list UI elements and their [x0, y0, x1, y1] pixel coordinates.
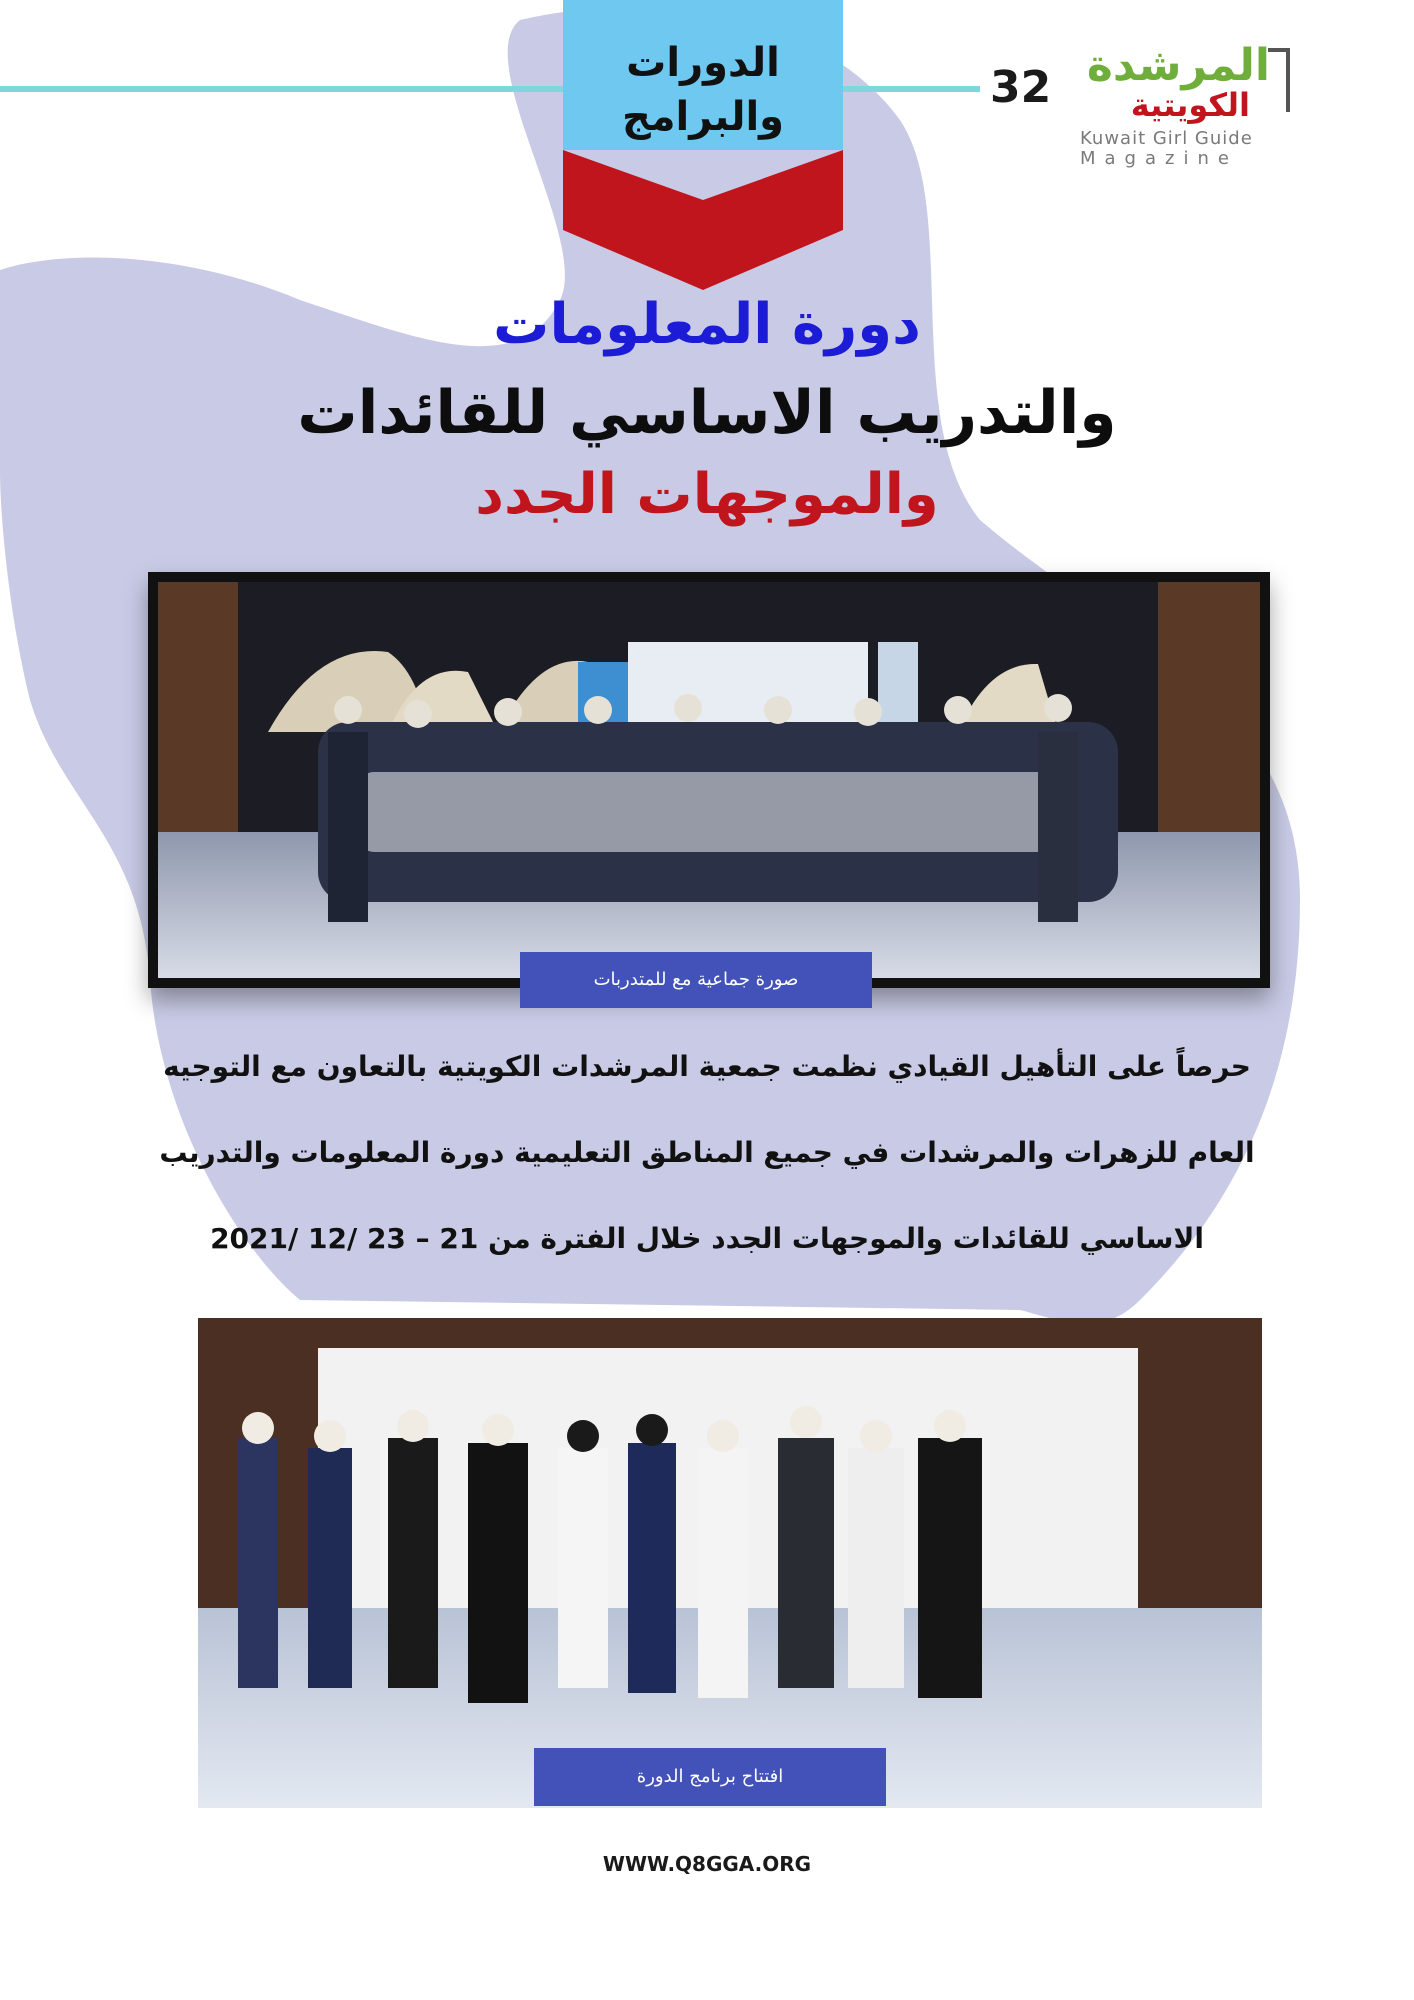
- logo-mark-icon: [1268, 48, 1290, 112]
- article-title-line-3: والموجهات الجدد: [475, 462, 939, 527]
- logo-english-line-1: Kuwait Girl Guide: [1080, 128, 1253, 149]
- page-number: 32: [990, 62, 1052, 113]
- opening-photo-caption: افتتاح برنامج الدورة: [534, 1748, 886, 1806]
- logo-english-line-2: Magazine: [1080, 148, 1238, 169]
- body-line-1: حرصاً على التأهيل القيادي نظمت جمعية المرشدات الكويتية بالتعاون مع التوجيه: [163, 1050, 1251, 1083]
- group-photo-caption: صورة جماعية مع للمتدربات: [520, 952, 872, 1008]
- section-label: الدورات والبرامج: [621, 40, 785, 140]
- magazine-logo: [1060, 40, 1290, 170]
- logo-arabic-line-2: الكويتية: [1130, 86, 1250, 124]
- article-title-line-2: والتدريب الاساسي للقائدات: [297, 378, 1117, 448]
- opening-photo: [198, 1318, 1262, 1808]
- group-photo: [158, 582, 1260, 978]
- website-url[interactable]: WWW.Q8GGA.ORG: [602, 1852, 812, 1876]
- article-title-line-1: دورة المعلومات: [493, 292, 921, 357]
- body-line-2: العام للزهرات والمرشدات في جميع المناطق التعليمية دورة المعلومات والتدريب: [159, 1136, 1255, 1169]
- body-line-3: الاساسي للقائدات والموجهات الجدد خلال الفترة من 21 – 23 /12 /2021: [210, 1222, 1204, 1255]
- group-photo-frame: [148, 572, 1270, 988]
- logo-arabic-line-1: المرشدة: [1086, 40, 1270, 91]
- section-badge: [563, 0, 843, 290]
